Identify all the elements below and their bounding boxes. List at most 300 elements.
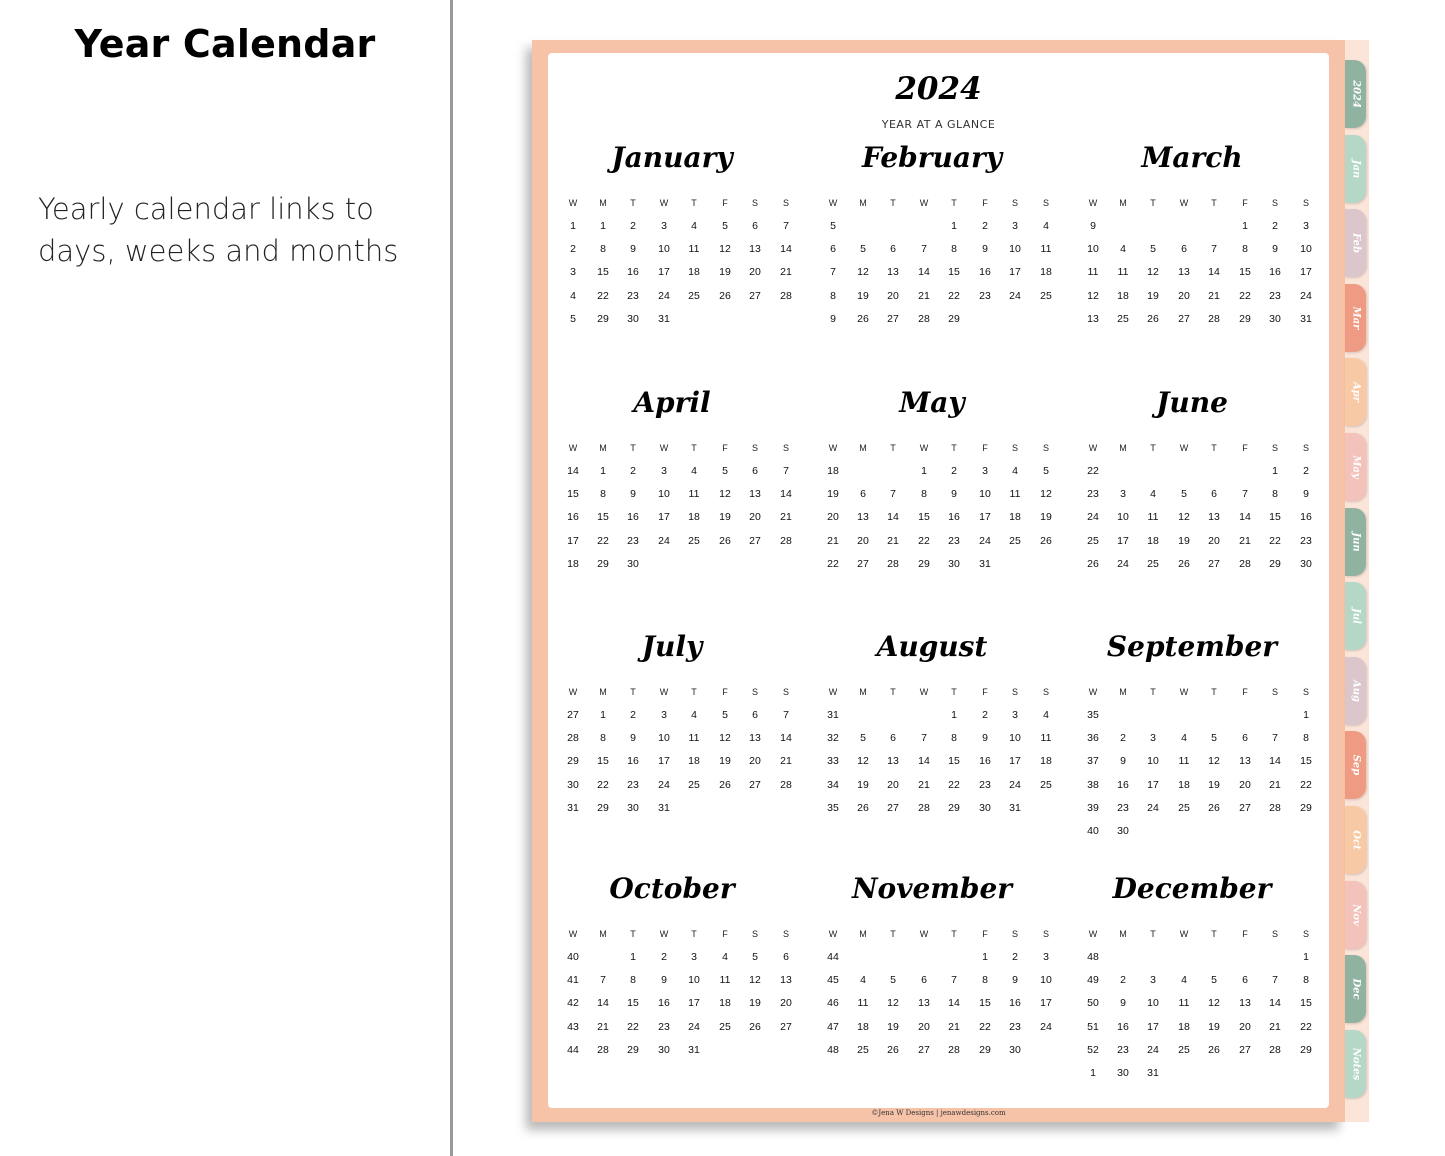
day-link[interactable]: 26	[749, 1020, 761, 1033]
day-link[interactable]: 20	[749, 511, 761, 524]
tab-nov[interactable]	[1345, 881, 1366, 949]
day-link[interactable]: 16	[1117, 1020, 1129, 1033]
day-link[interactable]: 18	[688, 266, 700, 279]
day-link[interactable]: 21	[948, 1020, 960, 1033]
day-link[interactable]: 28	[597, 1043, 609, 1056]
day-link[interactable]: 25	[1178, 1043, 1190, 1056]
day-link[interactable]: 18	[719, 997, 731, 1010]
day-link[interactable]: 12	[719, 732, 731, 745]
day-link[interactable]: 13	[749, 488, 761, 501]
day-link[interactable]: 24	[658, 778, 670, 791]
day-link[interactable]: 20	[918, 1020, 930, 1033]
day-link[interactable]: 9	[630, 243, 636, 256]
day-link[interactable]: 22	[948, 778, 960, 791]
day-link[interactable]: 15	[597, 266, 609, 279]
day-link[interactable]: 26	[1208, 801, 1220, 814]
day-link[interactable]: 4	[1120, 243, 1126, 256]
day-link[interactable]: 14	[780, 243, 792, 256]
week-number-link[interactable]: 8	[830, 289, 836, 302]
month-name-link[interactable]: October	[609, 872, 735, 905]
day-link[interactable]: 19	[719, 755, 731, 768]
day-link[interactable]: 22	[979, 1020, 991, 1033]
week-number-link[interactable]: 48	[1087, 951, 1099, 963]
day-link[interactable]: 6	[1242, 732, 1248, 745]
week-number-link[interactable]: 18	[567, 557, 579, 570]
tab-mar[interactable]	[1345, 284, 1366, 352]
day-link[interactable]: 25	[1178, 801, 1190, 814]
day-link[interactable]: 13	[1239, 997, 1251, 1010]
day-link[interactable]: 8	[600, 488, 606, 501]
day-link[interactable]: 4	[1043, 220, 1049, 232]
day-link[interactable]: 16	[1009, 997, 1021, 1010]
day-link[interactable]: 5	[1043, 465, 1049, 477]
day-link[interactable]: 28	[1208, 312, 1220, 325]
day-link[interactable]: 17	[1147, 1020, 1159, 1033]
day-link[interactable]: 12	[719, 488, 731, 501]
day-link[interactable]: 25	[688, 289, 700, 302]
day-link[interactable]: 9	[630, 732, 636, 745]
day-link[interactable]: 13	[1208, 511, 1220, 524]
day-link[interactable]: 19	[749, 997, 761, 1010]
day-link[interactable]: 9	[982, 732, 988, 745]
day-link[interactable]: 10	[658, 243, 670, 256]
day-link[interactable]: 14	[1208, 266, 1220, 279]
tab-dec[interactable]	[1345, 955, 1366, 1023]
tab-feb[interactable]	[1345, 209, 1366, 277]
day-link[interactable]: 23	[627, 289, 639, 302]
week-number-link[interactable]: 40	[1087, 825, 1099, 837]
week-number-link[interactable]: 29	[567, 755, 579, 768]
day-link[interactable]: 31	[658, 801, 670, 814]
day-link[interactable]: 30	[627, 312, 639, 325]
week-number-link[interactable]: 46	[827, 997, 839, 1010]
day-link[interactable]: 20	[749, 755, 761, 768]
day-link[interactable]: 17	[1009, 266, 1021, 279]
day-link[interactable]: 15	[948, 755, 960, 768]
day-link[interactable]: 9	[1012, 974, 1018, 987]
week-number-link[interactable]: 40	[567, 951, 579, 963]
day-link[interactable]: 21	[887, 534, 899, 547]
day-link[interactable]: 3	[691, 951, 697, 963]
day-link[interactable]: 26	[1147, 312, 1159, 325]
day-link[interactable]: 18	[1040, 266, 1052, 279]
day-link[interactable]: 16	[979, 755, 991, 768]
day-link[interactable]: 10	[1040, 974, 1052, 987]
day-link[interactable]: 9	[1272, 243, 1278, 256]
day-link[interactable]: 10	[1300, 243, 1312, 256]
day-link[interactable]: 24	[658, 534, 670, 547]
day-link[interactable]: 14	[780, 732, 792, 745]
day-link[interactable]: 24	[1040, 1020, 1052, 1033]
day-link[interactable]: 2	[1012, 951, 1018, 963]
day-link[interactable]: 2	[630, 709, 636, 721]
day-link[interactable]: 6	[860, 488, 866, 501]
day-link[interactable]: 5	[752, 951, 758, 963]
day-link[interactable]: 30	[1009, 1043, 1021, 1056]
week-number-link[interactable]: 5	[570, 312, 576, 325]
day-link[interactable]: 11	[1178, 997, 1190, 1010]
day-link[interactable]: 8	[630, 974, 636, 987]
day-link[interactable]: 8	[600, 243, 606, 256]
day-link[interactable]: 14	[918, 755, 930, 768]
day-link[interactable]: 14	[780, 488, 792, 501]
day-link[interactable]: 4	[1181, 732, 1187, 745]
day-link[interactable]: 18	[688, 755, 700, 768]
day-link[interactable]: 22	[1269, 534, 1281, 547]
day-link[interactable]: 16	[979, 266, 991, 279]
day-link[interactable]: 28	[780, 778, 792, 791]
week-number-link[interactable]: 26	[1087, 557, 1099, 570]
day-link[interactable]: 10	[1147, 755, 1159, 768]
week-number-link[interactable]: 12	[1087, 289, 1099, 302]
day-link[interactable]: 16	[658, 997, 670, 1010]
day-link[interactable]: 5	[1211, 732, 1217, 745]
day-link[interactable]: 22	[627, 1020, 639, 1033]
day-link[interactable]: 8	[921, 488, 927, 501]
day-link[interactable]: 7	[600, 974, 606, 987]
tab-sep[interactable]	[1345, 731, 1366, 799]
day-link[interactable]: 2	[982, 709, 988, 721]
day-link[interactable]: 3	[1120, 488, 1126, 501]
day-link[interactable]: 19	[887, 1020, 899, 1033]
day-link[interactable]: 10	[979, 488, 991, 501]
day-link[interactable]: 7	[1211, 243, 1217, 256]
day-link[interactable]: 30	[1300, 557, 1312, 570]
day-link[interactable]: 29	[597, 557, 609, 570]
week-number-link[interactable]: 32	[827, 732, 839, 745]
day-link[interactable]: 22	[1239, 289, 1251, 302]
day-link[interactable]: 6	[752, 709, 758, 721]
week-number-link[interactable]: 10	[1087, 243, 1099, 256]
day-link[interactable]: 30	[658, 1043, 670, 1056]
day-link[interactable]: 5	[1211, 974, 1217, 987]
day-link[interactable]: 22	[1300, 778, 1312, 791]
day-link[interactable]: 6	[890, 243, 896, 256]
week-number-link[interactable]: 35	[827, 801, 839, 814]
day-link[interactable]: 30	[948, 557, 960, 570]
day-link[interactable]: 6	[890, 732, 896, 745]
day-link[interactable]: 26	[857, 312, 869, 325]
day-link[interactable]: 21	[780, 755, 792, 768]
day-link[interactable]: 14	[918, 266, 930, 279]
week-number-link[interactable]: 47	[827, 1020, 839, 1033]
day-link[interactable]: 26	[719, 534, 731, 547]
day-link[interactable]: 1	[630, 951, 636, 963]
day-link[interactable]: 31	[688, 1043, 700, 1056]
week-number-link[interactable]: 19	[827, 488, 839, 501]
day-link[interactable]: 17	[1117, 534, 1129, 547]
day-link[interactable]: 16	[627, 511, 639, 524]
day-link[interactable]: 31	[1009, 801, 1021, 814]
day-link[interactable]: 14	[1239, 511, 1251, 524]
week-number-link[interactable]: 14	[567, 465, 579, 477]
day-link[interactable]: 11	[1178, 755, 1190, 768]
day-link[interactable]: 26	[1208, 1043, 1220, 1056]
day-link[interactable]: 28	[948, 1043, 960, 1056]
day-link[interactable]: 24	[1147, 801, 1159, 814]
tab-may[interactable]	[1345, 433, 1366, 501]
day-link[interactable]: 25	[857, 1043, 869, 1056]
day-link[interactable]: 22	[918, 534, 930, 547]
week-number-link[interactable]: 22	[1087, 465, 1099, 477]
day-link[interactable]: 29	[597, 801, 609, 814]
day-link[interactable]: 17	[1147, 778, 1159, 791]
week-number-link[interactable]: 42	[567, 997, 579, 1010]
day-link[interactable]: 9	[982, 243, 988, 256]
day-link[interactable]: 29	[918, 557, 930, 570]
day-link[interactable]: 25	[1117, 312, 1129, 325]
day-link[interactable]: 29	[948, 801, 960, 814]
day-link[interactable]: 13	[780, 974, 792, 987]
day-link[interactable]: 12	[857, 266, 869, 279]
day-link[interactable]: 5	[722, 709, 728, 721]
day-link[interactable]: 1	[921, 465, 927, 477]
week-number-link[interactable]: 49	[1087, 974, 1099, 987]
day-link[interactable]: 3	[661, 465, 667, 477]
day-link[interactable]: 30	[1117, 825, 1129, 837]
day-link[interactable]: 26	[887, 1043, 899, 1056]
month-name-link[interactable]: December	[1112, 872, 1272, 905]
day-link[interactable]: 7	[1242, 488, 1248, 501]
day-link[interactable]: 26	[1178, 557, 1190, 570]
day-link[interactable]: 4	[1012, 465, 1018, 477]
day-link[interactable]: 6	[921, 974, 927, 987]
day-link[interactable]: 17	[1009, 755, 1021, 768]
day-link[interactable]: 13	[749, 243, 761, 256]
day-link[interactable]: 23	[1117, 1043, 1129, 1056]
day-link[interactable]: 11	[688, 488, 700, 501]
day-link[interactable]: 1	[600, 709, 606, 721]
day-link[interactable]: 15	[597, 511, 609, 524]
day-link[interactable]: 27	[749, 534, 761, 547]
day-link[interactable]: 12	[749, 974, 761, 987]
week-number-link[interactable]: 17	[567, 534, 579, 547]
year-title[interactable]: 2024	[895, 71, 982, 107]
day-link[interactable]: 28	[918, 312, 930, 325]
day-link[interactable]: 11	[1040, 732, 1052, 745]
week-number-link[interactable]: 39	[1087, 801, 1099, 814]
day-link[interactable]: 1	[951, 709, 957, 721]
week-number-link[interactable]: 13	[1087, 312, 1099, 325]
day-link[interactable]: 15	[918, 511, 930, 524]
day-link[interactable]: 13	[918, 997, 930, 1010]
day-link[interactable]: 31	[1300, 312, 1312, 325]
day-link[interactable]: 23	[948, 534, 960, 547]
day-link[interactable]: 27	[749, 289, 761, 302]
day-link[interactable]: 12	[887, 997, 899, 1010]
day-link[interactable]: 9	[951, 488, 957, 501]
day-link[interactable]: 3	[1012, 220, 1018, 232]
day-link[interactable]: 24	[1009, 778, 1021, 791]
day-link[interactable]: 11	[1117, 266, 1129, 279]
week-number-link[interactable]: 31	[567, 801, 579, 814]
day-link[interactable]: 30	[1269, 312, 1281, 325]
tab-jun[interactable]	[1345, 508, 1366, 576]
day-link[interactable]: 24	[1147, 1043, 1159, 1056]
day-link[interactable]: 2	[982, 220, 988, 232]
day-link[interactable]: 23	[627, 778, 639, 791]
week-number-link[interactable]: 9	[830, 312, 836, 325]
day-link[interactable]: 21	[1239, 534, 1251, 547]
week-number-link[interactable]: 1	[570, 220, 576, 232]
week-number-link[interactable]: 5	[830, 220, 836, 232]
tab-notes[interactable]	[1345, 1030, 1366, 1098]
day-link[interactable]: 26	[1040, 534, 1052, 547]
day-link[interactable]: 13	[887, 266, 899, 279]
day-link[interactable]: 28	[780, 289, 792, 302]
day-link[interactable]: 19	[1040, 511, 1052, 524]
week-number-link[interactable]: 48	[827, 1043, 839, 1056]
day-link[interactable]: 7	[783, 709, 789, 721]
day-link[interactable]: 18	[1147, 534, 1159, 547]
week-number-link[interactable]: 15	[567, 488, 579, 501]
day-link[interactable]: 16	[1300, 511, 1312, 524]
day-link[interactable]: 8	[951, 732, 957, 745]
day-link[interactable]: 4	[691, 465, 697, 477]
day-link[interactable]: 22	[597, 289, 609, 302]
day-link[interactable]: 27	[1208, 557, 1220, 570]
day-link[interactable]: 15	[1300, 997, 1312, 1010]
week-number-link[interactable]: 50	[1087, 997, 1099, 1010]
day-link[interactable]: 12	[857, 755, 869, 768]
day-link[interactable]: 27	[780, 1020, 792, 1033]
day-link[interactable]: 18	[857, 1020, 869, 1033]
week-number-link[interactable]: 51	[1087, 1020, 1099, 1033]
day-link[interactable]: 23	[658, 1020, 670, 1033]
week-number-link[interactable]: 4	[570, 289, 576, 302]
day-link[interactable]: 7	[890, 488, 896, 501]
day-link[interactable]: 20	[749, 266, 761, 279]
week-number-link[interactable]: 34	[827, 778, 839, 791]
day-link[interactable]: 27	[749, 778, 761, 791]
day-link[interactable]: 9	[630, 488, 636, 501]
day-link[interactable]: 24	[658, 289, 670, 302]
day-link[interactable]: 5	[860, 732, 866, 745]
day-link[interactable]: 9	[1120, 755, 1126, 768]
month-name-link[interactable]: June	[1156, 386, 1228, 419]
day-link[interactable]: 2	[1272, 220, 1278, 232]
day-link[interactable]: 29	[1269, 557, 1281, 570]
day-link[interactable]: 17	[658, 755, 670, 768]
day-link[interactable]: 17	[658, 266, 670, 279]
day-link[interactable]: 24	[1300, 289, 1312, 302]
day-link[interactable]: 17	[1040, 997, 1052, 1010]
day-link[interactable]: 17	[658, 511, 670, 524]
day-link[interactable]: 23	[979, 289, 991, 302]
day-link[interactable]: 11	[688, 732, 700, 745]
day-link[interactable]: 12	[1040, 488, 1052, 501]
day-link[interactable]: 25	[719, 1020, 731, 1033]
day-link[interactable]: 22	[948, 289, 960, 302]
month-name-link[interactable]: January	[611, 141, 733, 174]
week-number-link[interactable]: 44	[567, 1043, 579, 1056]
week-number-link[interactable]: 28	[567, 732, 579, 745]
day-link[interactable]: 19	[1208, 1020, 1220, 1033]
day-link[interactable]: 14	[1269, 755, 1281, 768]
day-link[interactable]: 21	[780, 511, 792, 524]
day-link[interactable]: 16	[948, 511, 960, 524]
month-name-link[interactable]: November	[851, 872, 1013, 905]
day-link[interactable]: 9	[1303, 488, 1309, 501]
day-link[interactable]: 21	[1269, 778, 1281, 791]
day-link[interactable]: 28	[918, 801, 930, 814]
day-link[interactable]: 7	[783, 465, 789, 477]
day-link[interactable]: 6	[752, 465, 758, 477]
day-link[interactable]: 15	[948, 266, 960, 279]
day-link[interactable]: 21	[1269, 1020, 1281, 1033]
day-link[interactable]: 29	[979, 1043, 991, 1056]
tab-jul[interactable]	[1345, 582, 1366, 650]
day-link[interactable]: 25	[1009, 534, 1021, 547]
tab-oct[interactable]	[1345, 806, 1366, 874]
day-link[interactable]: 20	[1178, 289, 1190, 302]
day-link[interactable]: 3	[1043, 951, 1049, 963]
month-name-link[interactable]: July	[641, 630, 703, 663]
day-link[interactable]: 13	[1178, 266, 1190, 279]
day-link[interactable]: 4	[1181, 974, 1187, 987]
day-link[interactable]: 12	[1147, 266, 1159, 279]
day-link[interactable]: 4	[691, 709, 697, 721]
day-link[interactable]: 4	[860, 974, 866, 987]
day-link[interactable]: 27	[1239, 1043, 1251, 1056]
week-number-link[interactable]: 52	[1087, 1043, 1099, 1056]
day-link[interactable]: 23	[627, 534, 639, 547]
day-link[interactable]: 21	[1208, 289, 1220, 302]
day-link[interactable]: 22	[1300, 1020, 1312, 1033]
day-link[interactable]: 23	[1300, 534, 1312, 547]
day-link[interactable]: 24	[1117, 557, 1129, 570]
day-link[interactable]: 17	[688, 997, 700, 1010]
day-link[interactable]: 2	[1120, 974, 1126, 987]
day-link[interactable]: 19	[857, 778, 869, 791]
day-link[interactable]: 23	[1269, 289, 1281, 302]
day-link[interactable]: 1	[1272, 465, 1278, 477]
day-link[interactable]: 29	[948, 312, 960, 325]
day-link[interactable]: 27	[918, 1043, 930, 1056]
day-link[interactable]: 15	[1300, 755, 1312, 768]
day-link[interactable]: 3	[982, 465, 988, 477]
day-link[interactable]: 13	[1239, 755, 1251, 768]
day-link[interactable]: 19	[1178, 534, 1190, 547]
week-number-link[interactable]: 27	[567, 709, 579, 721]
tab-aug[interactable]	[1345, 657, 1366, 725]
week-number-link[interactable]: 25	[1087, 534, 1099, 547]
day-link[interactable]: 20	[1208, 534, 1220, 547]
day-link[interactable]: 1	[1303, 951, 1309, 963]
day-link[interactable]: 21	[918, 778, 930, 791]
day-link[interactable]: 18	[1117, 289, 1129, 302]
day-link[interactable]: 29	[1300, 801, 1312, 814]
day-link[interactable]: 2	[661, 951, 667, 963]
day-link[interactable]: 8	[1303, 732, 1309, 745]
day-link[interactable]: 7	[1272, 732, 1278, 745]
day-link[interactable]: 11	[688, 243, 700, 256]
day-link[interactable]: 12	[719, 243, 731, 256]
week-number-link[interactable]: 11	[1087, 266, 1099, 279]
week-number-link[interactable]: 41	[567, 974, 579, 987]
day-link[interactable]: 4	[1150, 488, 1156, 501]
week-number-link[interactable]: 31	[827, 709, 839, 721]
day-link[interactable]: 28	[780, 534, 792, 547]
week-number-link[interactable]: 22	[827, 557, 839, 570]
day-link[interactable]: 25	[1147, 557, 1159, 570]
day-link[interactable]: 11	[719, 974, 731, 987]
day-link[interactable]: 10	[688, 974, 700, 987]
week-number-link[interactable]: 20	[827, 511, 839, 524]
day-link[interactable]: 7	[921, 243, 927, 256]
day-link[interactable]: 18	[1009, 511, 1021, 524]
day-link[interactable]: 13	[857, 511, 869, 524]
